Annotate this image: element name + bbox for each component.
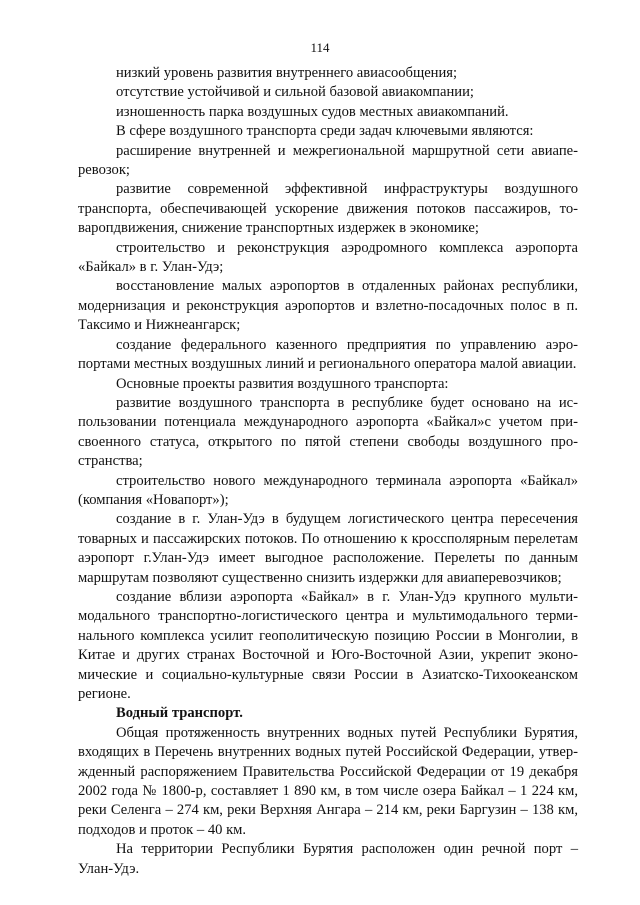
paragraph: строительство нового международного терминала аэропорта «Байкал» (компания «Новапорт»);: [78, 472, 578, 508]
paragraph: В сфере воздушного транспорта среди задач ключевыми являются:: [116, 123, 534, 140]
paragraph: строительство и реконструкция аэродромного комплекса аэропорта «Байкал» в г. Улан-Удэ;: [78, 239, 578, 276]
paragraph: создание вблизи аэропорта «Байкал» в г. Улан-Удэ крупного мультимодального транспортно-логистического центра и мультимодального терминального комплекса усилит геополитическую позицию России в Монголии, в Китае и других странах Восточной и Юго-Восточной Азии, укрепит экономические и социально-культурные связи России в Азиатско-Тихоокеанском регионе.: [78, 588, 578, 702]
section-heading: Водный транспорт.: [116, 705, 243, 722]
paragraph: изношенность парка воздушных судов местных авиакомпаний.: [116, 103, 509, 120]
paragraph: отсутствие устойчивой и сильной базовой авиакомпании;: [116, 84, 474, 101]
paragraph: На территории Республики Бурятия расположен один речной порт – Улан-Удэ.: [78, 841, 578, 877]
page-body: [78, 64, 578, 879]
paragraph: Общая протяженность внутренних водных путей Республики Бурятия, входящих в Перечень внутренних водных путей Российской Федерации, утвержденный распоряжением Правительства Российской Федерации от 19 декабря 2002 года № 1800-р, составляет 1 890 км, в том числе озера Байкал – 1 224 км, реки Селенга – 274 км, реки Верхняя Ангара – 214 км, реки Баргузин – 138 км, подходов и проток – 40 км.: [78, 724, 578, 838]
paragraph: создание федерального казенного предприятия по управлению аэропортами местных воздушных линий и регионального оператора малой авиации.: [78, 336, 578, 373]
paragraph: восстановление малых аэропортов в отдаленных районах республики, модернизация и реконструкция аэропортов и взлетно-посадочных полос в п. Таксимо и Нижнеангарск;: [78, 278, 578, 334]
paragraph: создание в г. Улан-Удэ в будущем логистического центра пересечения товарных и пассажирских потоков. По отношению к кроссполярным перелeтам аэропорт г.Улан-Удэ имеет выгодное расположение. Перелеты по данным маршрутам позволяют существенно снизить издержки для авиаперевозчиков;: [78, 511, 578, 586]
paragraph: развитие воздушного транспорта в республике будет основано на использовании потенциала международного аэропорта «Байкал»с учетом присвоенного статуса, открытого по пятой степени свободы воздушного пространства;: [78, 394, 578, 470]
paragraph: расширение внутренней и межрегиональной маршрутной сети авиаперевозок;: [78, 142, 578, 179]
paragraph: низкий уровень развития внутреннего авиасообщения;: [116, 65, 458, 81]
page-number: 114: [310, 40, 330, 55]
paragraph: развитие современной эффективной инфраструктуры воздушного транспорта, обеспечивающей ускорение движения потоков пассажиров, товаропдвижения, снижение транспортных издержек в экономике;: [78, 181, 578, 237]
paragraph: Основные проекты развития воздушного транспорта:: [116, 375, 449, 392]
